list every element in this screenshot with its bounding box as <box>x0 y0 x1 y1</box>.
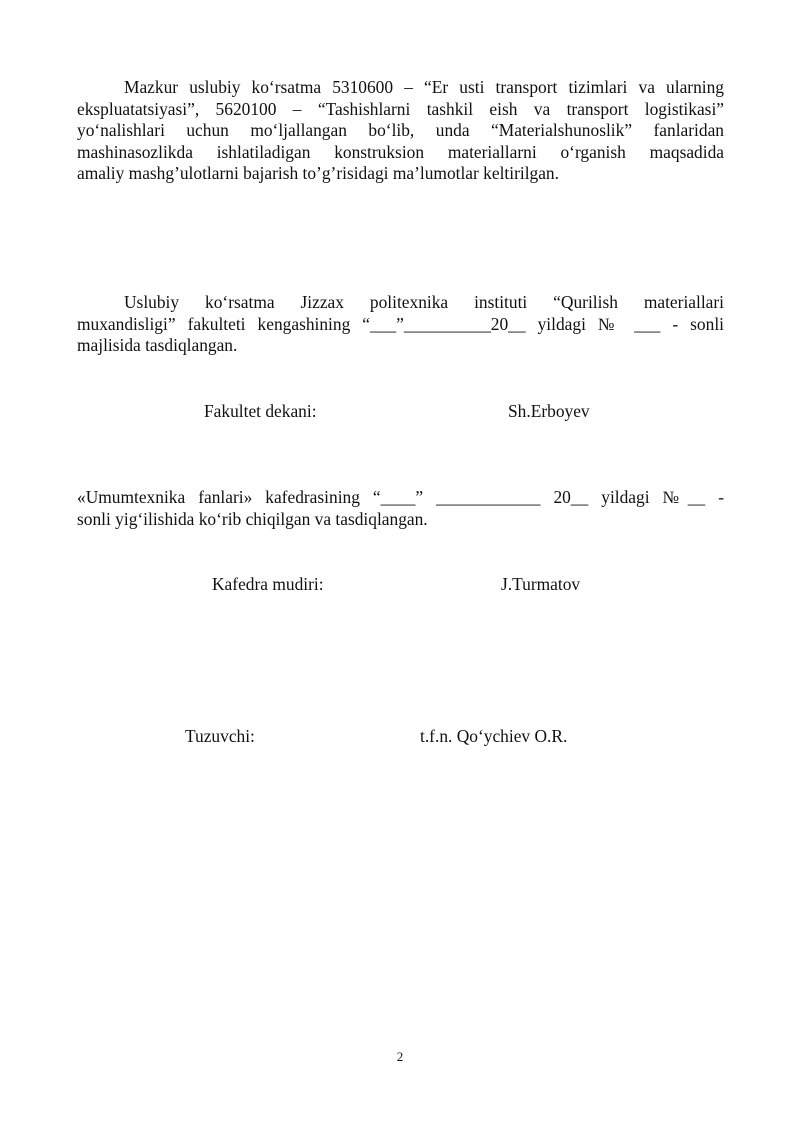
intro-line: mashinasozlikda ishlatiladigan konstruksion materiallarni o‘rganish maqsadida <box>77 141 724 162</box>
intro-paragraph <box>77 77 724 185</box>
faculty-approval-line: Uslubiy ko‘rsatma Jizzax politexnika instituti “Qurilish materiallari <box>124 292 724 312</box>
department-approval-line: sonli yig‘ilishida ko‘rib chiqilgan va tasdiqlangan. <box>77 508 428 529</box>
department-approval-paragraph <box>77 487 724 530</box>
compiler-name: t.f.n. Qo‘ychiev O.R. <box>420 726 568 746</box>
intro-line: ekspluatatsiyasi”, 5620100 – “Tashishlarni tashkil eish va transport logistikasi” <box>77 98 724 119</box>
intro-line: yo‘nalishlari uchun mo‘ljallangan bo‘lib, unda “Materialshunoslik” fanlaridan <box>77 120 724 141</box>
dean-name: Sh.Erboyev <box>508 401 590 421</box>
department-head-name: J.Turmatov <box>501 574 581 594</box>
dean-label: Fakultet dekani: <box>204 401 317 421</box>
page-number: 2 <box>396 1049 404 1064</box>
faculty-approval-paragraph <box>77 292 724 357</box>
intro-line: amaliy mashg’ulotlarni bajarish to’g’risidagi ma’lumotlar keltirilgan. <box>77 163 559 184</box>
faculty-approval-line: muxandisligi” fakulteti kengashining “___”__________20__ yildagi № ___ - sonli <box>77 313 724 334</box>
department-approval-line: «Umumtexnika fanlari» kafedrasining “____” ____________ 20__ yildagi №__ - <box>77 487 724 507</box>
department-head-label: Kafedra mudiri: <box>212 574 324 594</box>
compiler-label: Tuzuvchi: <box>185 726 255 746</box>
faculty-approval-line: majlisida tasdiqlangan. <box>77 335 238 356</box>
intro-line: Mazkur uslubiy ko‘rsatma 5310600 – “Er usti transport tizimlari va ularning <box>124 77 724 97</box>
